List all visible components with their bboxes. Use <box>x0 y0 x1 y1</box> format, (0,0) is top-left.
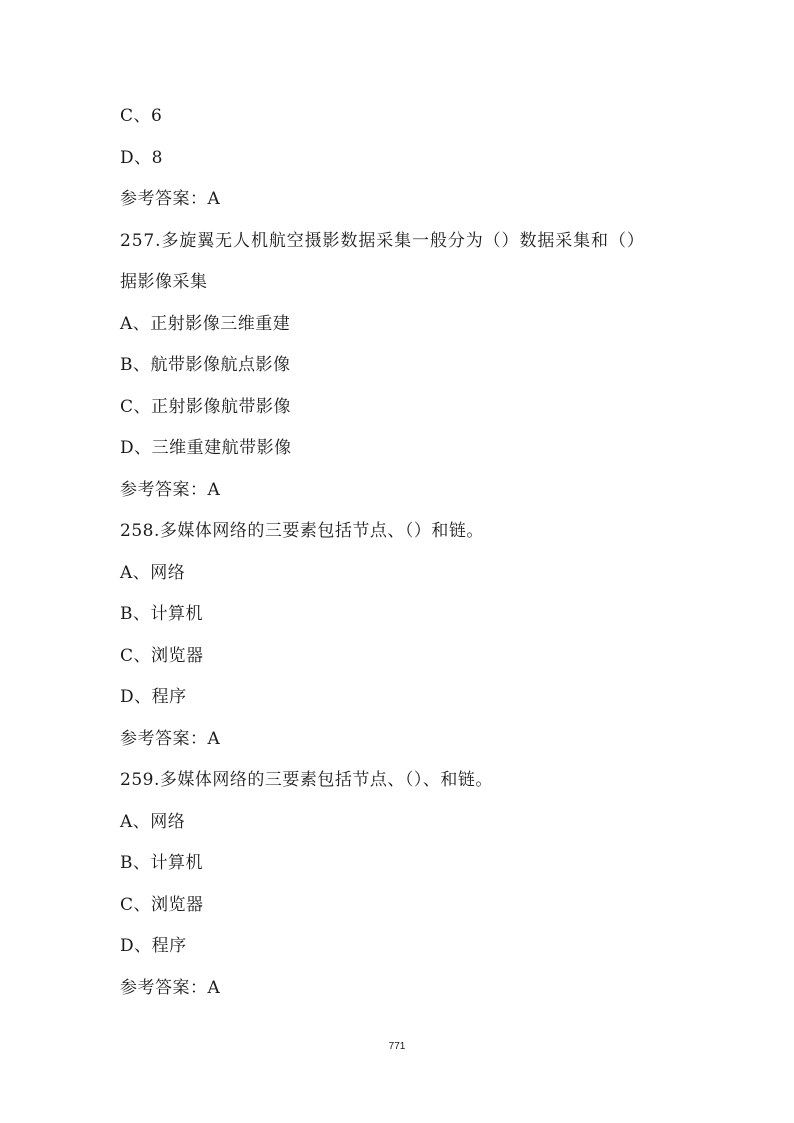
question-text: 259.多媒体网络的三要素包括节点、（）、和链。 <box>120 770 493 790</box>
option-text: D、程序 <box>120 687 187 707</box>
option-text: B、计算机 <box>120 604 203 624</box>
question-text: 258.多媒体网络的三要素包括节点、（）和链。 <box>120 521 484 541</box>
answer-text: 参考答案：A <box>120 479 221 500</box>
option-text: C、浏览器 <box>120 645 204 666</box>
question-text: 257.多旋翼无人机航空摄影数据采集一般分为（）数据采集和（） <box>120 230 645 251</box>
option-text: B、航带影像航点影像 <box>120 355 291 375</box>
option-text: A、正射影像三维重建 <box>120 313 291 334</box>
answer-text: 参考答案：A <box>120 728 221 749</box>
answer-text: 参考答案：A <box>120 977 221 998</box>
option-text: C、浏览器 <box>120 894 204 915</box>
page-content <box>120 96 700 1009</box>
page-number: 771 <box>388 1041 406 1052</box>
option-text: D、三维重建航带影像 <box>120 438 292 458</box>
option-text: A、网络 <box>120 562 186 583</box>
option-text: B、计算机 <box>120 853 203 873</box>
option-text: C、正射影像航带影像 <box>120 396 292 417</box>
option-text: D、程序 <box>120 936 187 956</box>
option-text: D、8 <box>120 147 163 168</box>
question-text-continued: 据影像采集 <box>120 272 208 292</box>
answer-text: 参考答案：A <box>120 189 221 209</box>
option-text: C、6 <box>120 106 163 126</box>
option-text: A、网络 <box>120 811 186 832</box>
